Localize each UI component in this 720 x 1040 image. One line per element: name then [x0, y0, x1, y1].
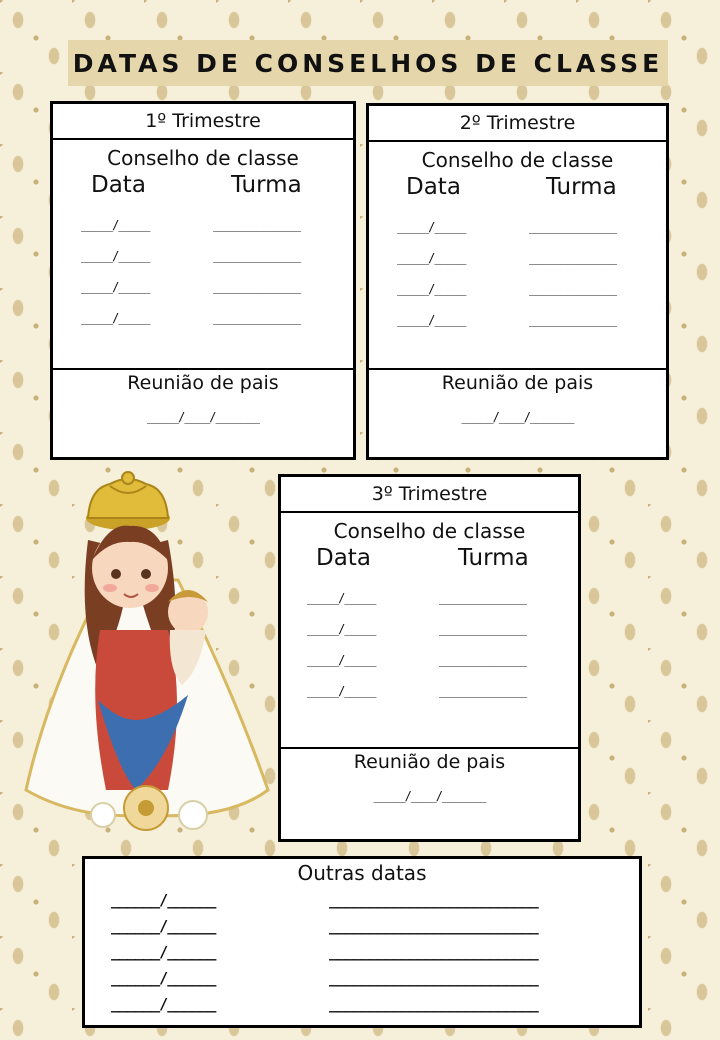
mary-with-child-illustration	[18, 470, 280, 845]
col-turma-label: Turma	[231, 172, 302, 198]
table-row	[53, 272, 353, 303]
trimester-card-3	[278, 474, 581, 842]
card-heading: 2º Trimestre	[369, 106, 666, 142]
column-headers	[281, 545, 578, 571]
col-data-label: Data	[316, 545, 371, 571]
trimester-card-1	[50, 101, 356, 460]
card-subtitle: Conselho de classe	[333, 519, 526, 543]
col-data-label: Data	[406, 174, 461, 200]
list-item	[85, 913, 639, 939]
list-item	[85, 965, 639, 991]
card-heading: 3º Trimestre	[281, 477, 578, 513]
table-row	[53, 303, 353, 334]
parents-meeting	[369, 368, 666, 424]
class-blank: ______________	[213, 311, 301, 325]
class-blank: ______________	[213, 249, 301, 263]
class-blank: ______________	[439, 591, 527, 605]
class-blank: ______________	[439, 622, 527, 636]
table-row	[53, 210, 353, 241]
date-blank: ______/______	[111, 969, 216, 987]
note-blank: __________________________	[329, 943, 538, 961]
class-blank: ______________	[213, 218, 301, 232]
meeting-blank: _____/____/_______	[373, 789, 486, 803]
card-subtitle: Conselho de classe	[107, 146, 299, 170]
other-dates-box	[82, 856, 642, 1028]
list-item	[85, 887, 639, 913]
list-item	[85, 991, 639, 1017]
date-blank: _____/_____	[397, 313, 466, 327]
col-turma-label: Turma	[546, 174, 617, 200]
date-blank: ______/______	[111, 917, 216, 935]
meeting-blank: _____/____/_______	[461, 410, 574, 424]
table-row	[369, 274, 666, 305]
note-blank: __________________________	[329, 917, 538, 935]
date-blank: ______/______	[111, 995, 216, 1013]
list-item	[85, 939, 639, 965]
date-blank: _____/_____	[397, 282, 466, 296]
trimester-card-2	[366, 103, 669, 460]
date-blank: _____/_____	[81, 249, 150, 263]
meeting-label: Reunião de pais	[127, 372, 279, 394]
date-blank: _____/_____	[397, 220, 466, 234]
table-row	[281, 583, 578, 614]
date-blank: _____/_____	[397, 251, 466, 265]
crown-icon	[86, 472, 170, 530]
column-headers	[369, 174, 666, 200]
meeting-blank: _____/____/_______	[146, 410, 260, 424]
class-blank: ______________	[529, 282, 617, 296]
other-dates-heading: Outras datas	[297, 861, 427, 885]
class-blank: ______________	[213, 280, 301, 294]
date-blank: _____/_____	[307, 622, 376, 636]
table-row	[281, 614, 578, 645]
table-row	[369, 212, 666, 243]
card-heading: 1º Trimestre	[53, 104, 353, 140]
page-title: DATAS DE CONSELHOS DE CLASSE	[72, 48, 664, 78]
col-data-label: Data	[91, 172, 146, 198]
card-subtitle: Conselho de classe	[421, 148, 614, 172]
class-blank: ______________	[439, 684, 527, 698]
title-bar	[68, 40, 668, 86]
date-blank: _____/_____	[81, 311, 150, 325]
note-blank: __________________________	[329, 995, 538, 1013]
column-headers	[53, 172, 353, 198]
class-blank: ______________	[529, 313, 617, 327]
class-blank: ______________	[529, 251, 617, 265]
date-blank: _____/_____	[307, 591, 376, 605]
parents-meeting	[53, 368, 353, 424]
table-row	[369, 305, 666, 336]
table-row	[369, 243, 666, 274]
date-blank: ______/______	[111, 943, 216, 961]
col-turma-label: Turma	[458, 545, 529, 571]
class-blank: ______________	[439, 653, 527, 667]
date-blank: _____/_____	[81, 218, 150, 232]
table-row	[281, 645, 578, 676]
date-blank: _____/_____	[307, 653, 376, 667]
note-blank: __________________________	[329, 891, 538, 909]
date-blank: ______/______	[111, 891, 216, 909]
class-blank: ______________	[529, 220, 617, 234]
table-row	[281, 676, 578, 707]
note-blank: __________________________	[329, 969, 538, 987]
table-row	[53, 241, 353, 272]
date-blank: _____/_____	[81, 280, 150, 294]
meeting-label: Reunião de pais	[441, 372, 594, 394]
date-blank: _____/_____	[307, 684, 376, 698]
parents-meeting	[281, 747, 578, 803]
meeting-label: Reunião de pais	[353, 751, 506, 773]
